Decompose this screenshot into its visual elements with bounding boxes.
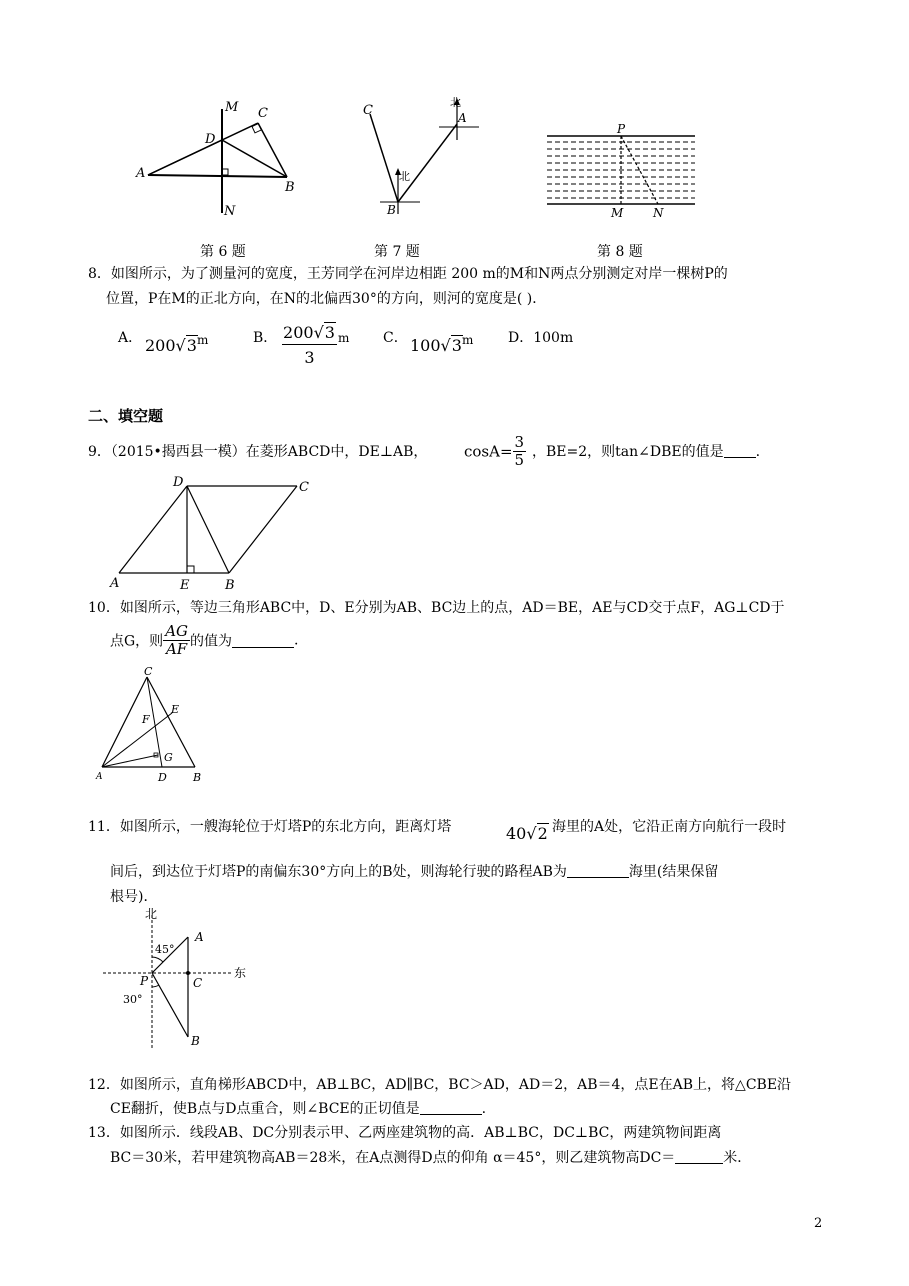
q8-line2: 位置，P在M的正北方向，在N的北偏西30°的方向，则河的宽度是( )． — [106, 291, 547, 307]
q11-line1-pre: 11．如图所示，一艘海轮位于灯塔P的东北方向，距离灯塔 — [88, 819, 452, 835]
q11-line2: 间后，到达位于灯塔P的南偏东30°方向上的B处，则海轮行驶的路程AB为 海里(结果保留 — [110, 864, 719, 880]
q8-option-b-frac: 200√3 3 — [282, 323, 337, 367]
label-C: C — [144, 665, 153, 678]
label-E: E — [180, 578, 190, 593]
label-C: C — [258, 106, 268, 121]
q11-line3: 根号)． — [110, 889, 158, 905]
label-D: D — [205, 132, 216, 147]
label-east: 东 — [234, 966, 247, 980]
q13-line2: BC＝30米，若甲建筑物高AB＝28米，在A点测得D点的仰角 α＝45°，则乙建筑物高DC＝ 米． — [110, 1150, 752, 1166]
label-D: D — [158, 771, 167, 784]
caption-fig7: 第 7 题 — [374, 244, 420, 260]
q10-line2: 点G，则 $\frac{AG}{AF}$ 的值为 . — [110, 622, 299, 658]
q8-option-c-value: 100√3 — [410, 336, 462, 355]
label-A: A — [458, 111, 467, 125]
q8-option-b-unit: m — [338, 331, 350, 345]
q11-distance: 40√2 — [506, 824, 548, 843]
q11-line1-post: 海里的A处，它沿正南方向航行一段时 — [552, 819, 787, 835]
caption-fig8: 第 8 题 — [597, 244, 643, 260]
label-B: B — [193, 771, 202, 784]
label-N: N — [653, 206, 664, 220]
q9-text-post: ，BE=2，则tan∠DBE的值是 . — [532, 444, 761, 460]
label-B: B — [285, 180, 295, 195]
q8-option-a-value: 200√3 — [145, 336, 197, 355]
figure-6 — [130, 95, 310, 225]
q12-line1: 12．如图所示，直角梯形ABCD中，AB⊥BC，AD∥BC，BC＞AD，AD＝2，AB＝4，点E在AB上，将△CBE沿 — [88, 1077, 792, 1093]
label-A: A — [195, 930, 204, 944]
label-M: M — [225, 100, 239, 115]
caption-fig6: 第 6 题 — [200, 244, 246, 260]
q13-line1: 13．如图所示．线段AB、DC分别表示甲、乙两座建筑物的高．AB⊥BC，DC⊥BC，两建筑物间距离 — [88, 1125, 722, 1141]
q9-cos: cosA= $\frac{3}{5}$ — [464, 433, 525, 469]
q8-line1: 8．如图所示，为了测量河的宽度，王芳同学在河岸边相距 200 m的M和N两点分别测定对岸一棵树P的 — [88, 266, 728, 282]
figure-10 — [92, 665, 217, 790]
section-title: 二、填空题 — [88, 407, 164, 425]
label-M: M — [611, 206, 624, 220]
label-B: B — [225, 578, 235, 593]
label-north-1: 北 — [450, 96, 461, 109]
label-north: 北 — [145, 907, 158, 921]
figure-7 — [355, 92, 490, 222]
q9-text: 9．（2015•揭西县一模）在菱形ABCD中，DE⊥AB， — [88, 444, 428, 460]
label-angle-45: 45° — [155, 943, 175, 956]
label-P: P — [140, 974, 149, 988]
q8-option-a-unit: m — [197, 333, 209, 347]
label-C: C — [363, 103, 373, 118]
label-F: F — [142, 713, 150, 726]
label-A: A — [136, 166, 146, 181]
page-number: 2 — [814, 1216, 823, 1231]
q8-option-d: D．100m — [508, 330, 574, 346]
figure-9 — [105, 473, 325, 593]
label-E: E — [171, 703, 180, 716]
label-N: N — [224, 204, 236, 219]
label-C: C — [193, 976, 203, 990]
label-north-2: 北 — [399, 170, 410, 183]
q8-option-a: A． — [118, 330, 143, 346]
label-C: C — [299, 480, 309, 495]
label-angle-30: 30° — [123, 993, 143, 1006]
label-D: D — [173, 475, 184, 490]
q12-line2: CE翻折，使B点与D点重合，则∠BCE的正切值是 . — [110, 1101, 487, 1117]
label-P: P — [617, 122, 626, 136]
q8-option-b: B． — [253, 330, 278, 346]
label-B: B — [191, 1034, 200, 1048]
q8-option-c: C． — [383, 330, 408, 346]
q10-line1: 10．如图所示，等边三角形ABC中，D、E分别为AB、BC边上的点，AD＝BE，AE与CD交于点F，AG⊥CD于 — [88, 600, 785, 616]
label-G: G — [164, 751, 173, 764]
label-A: A — [110, 576, 120, 591]
label-B: B — [387, 203, 396, 217]
figure-11 — [95, 905, 255, 1055]
figure-8 — [545, 120, 697, 220]
q8-option-c-unit: m — [462, 333, 474, 347]
label-A: A — [96, 772, 103, 782]
